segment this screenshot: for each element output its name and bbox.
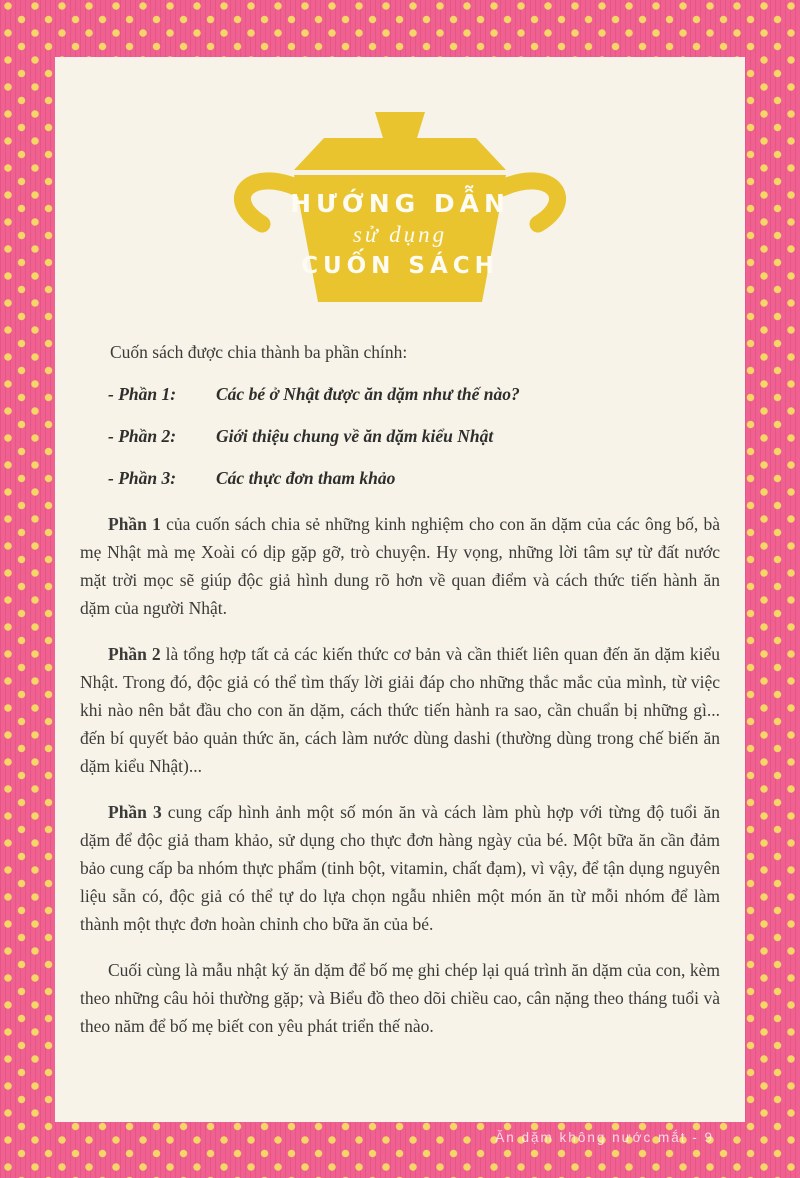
pot-illustration: [220, 112, 580, 302]
pot-caption: [220, 188, 580, 282]
toc-item-1: [108, 380, 720, 408]
paragraph-4: [80, 956, 720, 1040]
paragraph-1-text: của cuốn sách chia sẻ những kinh nghiệm cho con ăn dặm của các ông bố, bà mẹ Nhật mà mẹ Xoài có dịp gặp gỡ, trò chuyện. Hy vọng, những lời tâm sự từ đất nước mặt trời mọc sẽ giúp độc giả hình dung rõ hơn về quan điểm và cách thức tiến hành ăn dặm của người Nhật.: [80, 514, 721, 618]
toc-item-label: - Phần 1:: [108, 384, 177, 404]
paragraph-2-lead: Phần 2: [108, 644, 161, 664]
paragraph-4-text: Cuối cùng là mẫu nhật ký ăn dặm để bố mẹ ghi chép lại quá trình ăn dặm của con, kèm theo những câu hỏi thường gặp; và Biểu đồ theo dõi chiều cao, cân nặng theo tháng tuổi và theo năm để bố mẹ biết con yêu phát triển thế nào.: [80, 960, 720, 1036]
toc-item-2: [108, 422, 720, 450]
paragraph-3: [80, 798, 720, 938]
book-page: [55, 57, 745, 1122]
toc-list: [80, 380, 720, 492]
toc-item-3: [108, 464, 720, 492]
toc-item-label: - Phần 2:: [108, 426, 177, 446]
paragraph-2-text: là tổng hợp tất cả các kiến thức cơ bản và cần thiết liên quan đến ăn dặm kiểu Nhật. Trong đó, độc giả có thể tìm thấy lời giải đáp cho những thắc mắc của mình, từ việc khi nào nên bắt đầu cho con ăn dặm, cách thức tiến hành ra sao, cần chuẩn bị những gì... đến bí quyết bảo quản thức ăn, cách làm nước dùng dashi (thường dùng trong chế biến ăn dặm kiểu Nhật)...: [80, 644, 720, 776]
page-footer: Ăn dặm không nước mắt - 9: [495, 1130, 714, 1145]
paragraph-2: [80, 640, 720, 780]
pot-title-line1: HƯỚNG DẪN: [290, 189, 510, 218]
toc-item-text: Giới thiệu chung về ăn dặm kiểu Nhật: [216, 426, 494, 446]
pot-title-line3: CUỐN SÁCH: [301, 253, 499, 279]
intro-sentence: Cuốn sách được chia thành ba phần chính:: [110, 342, 408, 362]
paragraph-3-lead: Phần 3: [108, 802, 162, 822]
toc-item-label: - Phần 3:: [108, 468, 177, 488]
pot-title-line2: sử dụng: [352, 222, 448, 247]
paragraph-1-lead: Phần 1: [108, 514, 161, 534]
toc-item-text: Các bé ở Nhật được ăn dặm như thế nào?: [216, 384, 520, 404]
paragraph-3-text: cung cấp hình ảnh một số món ăn và cách làm phù hợp với từng độ tuổi ăn dặm để độc giả tham khảo, sử dụng cho thực đơn hàng ngày của bé. Một bữa ăn cần đảm bảo cung cấp ba nhóm thực phẩm (tinh bột, vitamin, chất đạm), vì vậy, để tận dụng nguyên liệu sẵn có, độc giả có thể tự do lựa chọn ngẫu nhiên một món ăn từ mỗi nhóm để làm thành một thực đơn hoàn chỉnh cho bữa ăn của bé.: [80, 802, 720, 934]
paragraph-1: [80, 510, 720, 622]
toc-item-text: Các thực đơn tham khảo: [216, 468, 396, 488]
